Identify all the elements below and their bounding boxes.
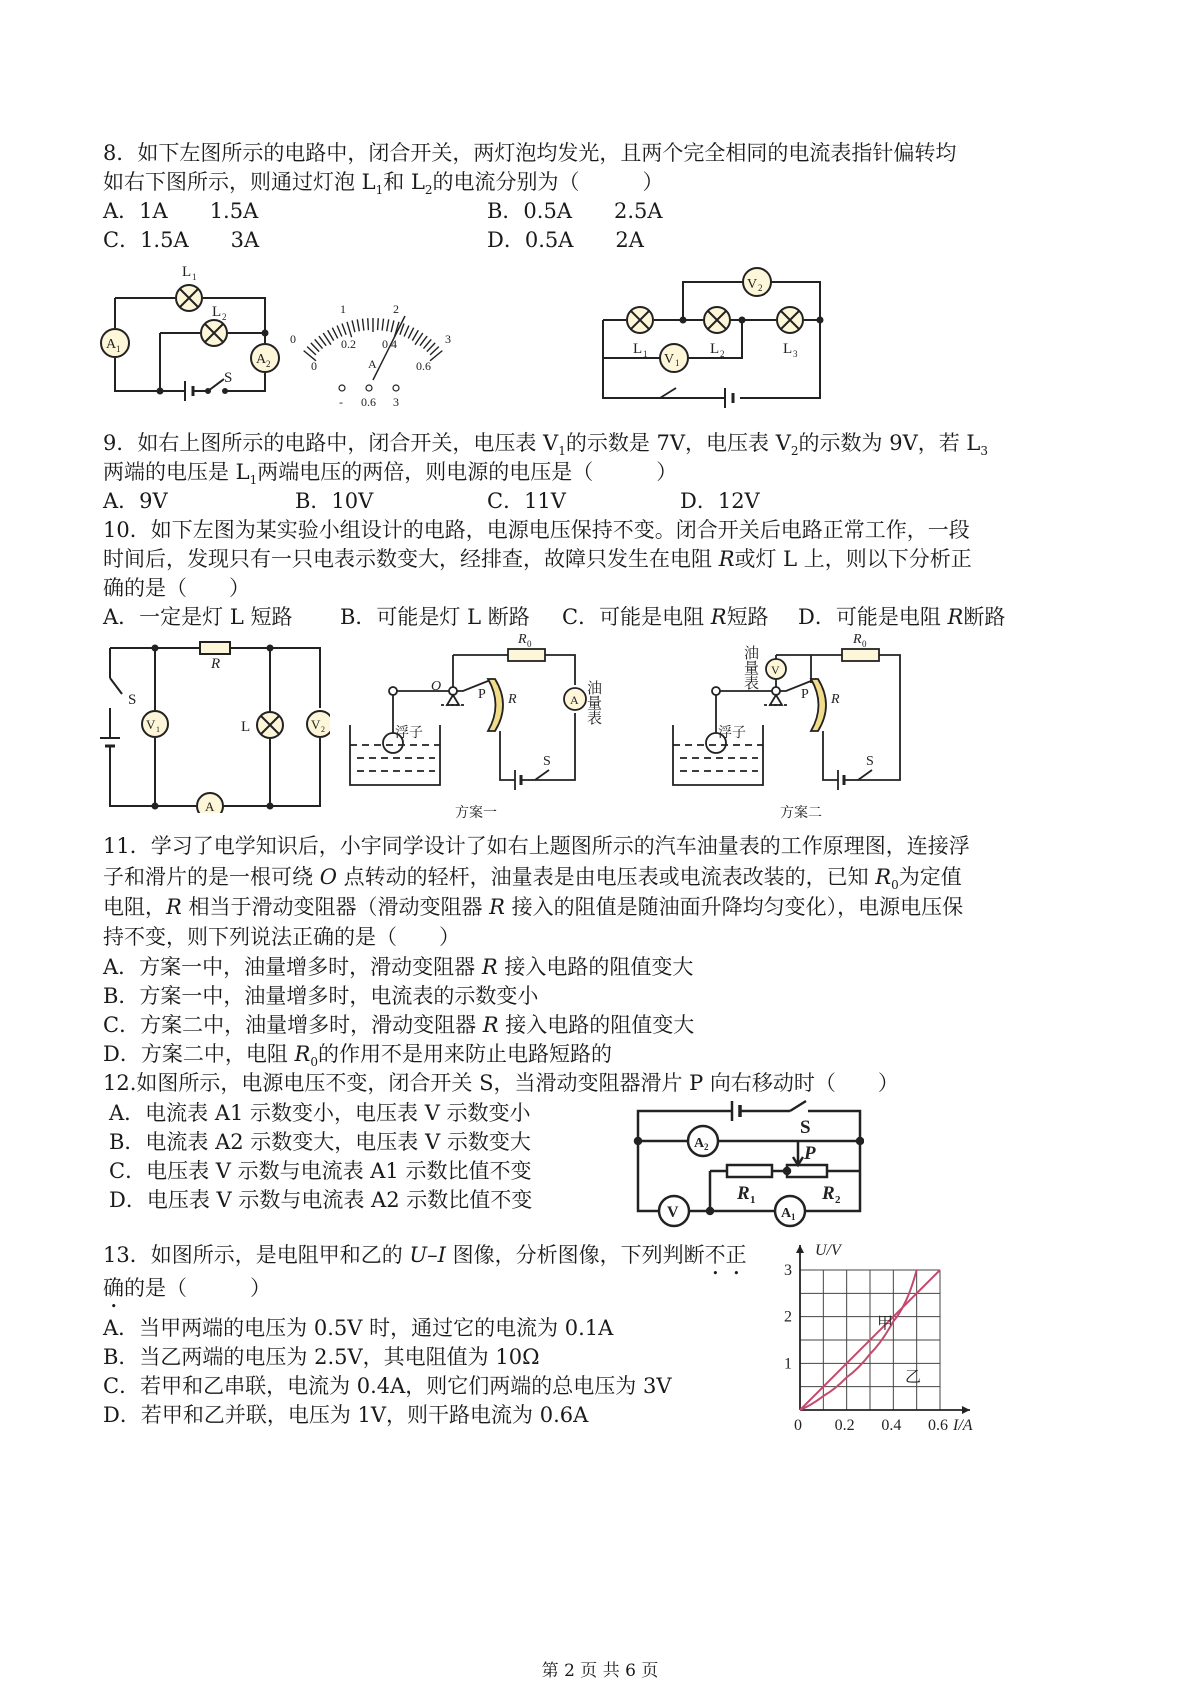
svg-text:L: L bbox=[783, 341, 793, 357]
dial-tick bbox=[430, 347, 439, 355]
svg-text:P: P bbox=[801, 687, 809, 702]
svg-text:L: L bbox=[241, 719, 251, 735]
svg-text:0.2: 0.2 bbox=[341, 337, 356, 351]
lamp-L1-icon bbox=[627, 307, 653, 333]
svg-text:1: 1 bbox=[156, 725, 160, 734]
q11-stem-line2: 子和滑片的是一根可绕 O 点转动的轻杆，油量表是由电压表或电流表改装的，已知 $R_0$为定值 bbox=[103, 865, 962, 893]
x-tick-label: 0.4 bbox=[881, 1417, 902, 1434]
q10-option-d: D．可能是电阻 R断路 bbox=[798, 605, 1006, 629]
dial-tick bbox=[362, 319, 363, 331]
q13-option-b: B．当乙两端的电压为 2.5V，其电阻值为 10Ω bbox=[103, 1345, 540, 1369]
svg-text:L: L bbox=[633, 341, 643, 357]
q12-option-b: B．电流表 A2 示数变大，电压表 V 示数变大 bbox=[109, 1130, 531, 1154]
svg-text:A: A bbox=[205, 799, 215, 813]
q13-stem-line1: 13．如图所示，是电阻甲和乙的 U–I 图像，分析图像，下列判断不正 bbox=[103, 1243, 747, 1267]
dial-tick bbox=[347, 322, 352, 337]
svg-text:方案一: 方案一 bbox=[455, 806, 497, 821]
q12-stem: 12.如图所示，电源电压不变，闭合开关 S，当滑动变阻器滑片 P 向右移动时（ ） bbox=[103, 1071, 899, 1095]
dial-tick bbox=[337, 325, 342, 336]
svg-text:L: L bbox=[212, 304, 222, 320]
dial-tick bbox=[319, 336, 326, 346]
dial-tick bbox=[408, 328, 413, 339]
svg-text:0.6: 0.6 bbox=[416, 359, 431, 373]
svg-text:R: R bbox=[508, 692, 517, 707]
q9-circuit-figure bbox=[600, 260, 828, 410]
q13-option-a: A．当甲两端的电压为 0.5V 时，通过它的电流为 0.1A bbox=[103, 1316, 614, 1340]
dial-tick bbox=[311, 343, 319, 352]
q12-option-c: C．电压表 V 示数与电流表 A1 示数比值不变 bbox=[109, 1159, 532, 1183]
svg-text:V: V bbox=[664, 352, 675, 367]
dial-tick bbox=[382, 319, 383, 331]
q11-stem-line4: 持不变，则下列说法正确的是（ ） bbox=[103, 925, 460, 949]
svg-text:0: 0 bbox=[862, 639, 867, 649]
dial-tick bbox=[423, 339, 431, 348]
page-footer: 第 2 页 共 6 页 bbox=[541, 1661, 659, 1681]
svg-text:1: 1 bbox=[750, 1194, 756, 1206]
lamp-L-icon bbox=[257, 712, 283, 738]
dial-tick bbox=[357, 319, 359, 331]
q9-option-b: B．10V bbox=[295, 489, 374, 513]
series-label-jia: 甲 bbox=[877, 1315, 894, 1333]
q13-option-c: C．若甲和乙串联，电流为 0.4A，则它们两端的总电压为 3V bbox=[103, 1374, 672, 1398]
svg-text:R: R bbox=[737, 1183, 750, 1204]
svg-text:2: 2 bbox=[266, 359, 271, 369]
svg-text:3: 3 bbox=[445, 332, 451, 346]
q8-stem-line2: 如右下图所示，则通过灯泡 $L_1$和 $L_2$的电流分别为（ ） bbox=[103, 170, 664, 198]
svg-text:R: R bbox=[831, 692, 840, 707]
dial-tick bbox=[427, 343, 435, 352]
svg-text:1: 1 bbox=[675, 358, 680, 368]
dial-tick bbox=[307, 347, 316, 355]
q11-option-a: A．方案一中，油量增多时，滑动变阻器 R 接入电路的阻值变大 bbox=[103, 955, 694, 979]
x-axis-arrow bbox=[962, 1406, 970, 1414]
svg-text:1: 1 bbox=[791, 1212, 796, 1222]
svg-text:A: A bbox=[781, 1206, 792, 1221]
dial-tick bbox=[328, 330, 334, 340]
dial-tick bbox=[352, 320, 355, 332]
svg-text:0: 0 bbox=[290, 332, 296, 346]
q10-stem-line3: 确的是（ ） bbox=[103, 576, 250, 600]
svg-text:S: S bbox=[866, 754, 874, 769]
q10-circuit-figure bbox=[100, 638, 330, 813]
svg-text:2: 2 bbox=[720, 349, 725, 359]
svg-text:3: 3 bbox=[393, 395, 399, 409]
svg-text:2: 2 bbox=[222, 312, 227, 322]
svg-text:V: V bbox=[667, 1204, 679, 1221]
svg-text:油量表: 油量表 bbox=[585, 680, 601, 725]
dial-tick bbox=[387, 319, 389, 331]
svg-text:浮子: 浮子 bbox=[395, 726, 423, 741]
svg-text:2: 2 bbox=[835, 1194, 841, 1206]
q10-option-a: A．一定是灯 L 短路 bbox=[103, 605, 293, 629]
q9-stem-line1: 9．如右上图所示的电路中，闭合开关，电压表 $V_1$的示数是 7V，电压表 $V_2$的示数为 9V，若 $L_3$ bbox=[103, 431, 988, 459]
dial-tick bbox=[342, 324, 346, 335]
svg-text:P: P bbox=[478, 687, 486, 702]
svg-text:1: 1 bbox=[340, 302, 346, 316]
q11-option-d: D．方案二中，电阻 $R_0$的作用不是用来防止电路短路的 bbox=[103, 1042, 612, 1070]
svg-text:A: A bbox=[256, 352, 267, 367]
q11-option-b: B．方案一中，油量增多时，电流表的示数变小 bbox=[103, 984, 539, 1008]
x-tick-label: 0.6 bbox=[928, 1417, 948, 1434]
y-axis-label: U/V bbox=[815, 1242, 841, 1259]
q12-option-d: D．电压表 V 示数与电流表 A2 示数比值不变 bbox=[109, 1188, 533, 1212]
svg-text:0.4: 0.4 bbox=[382, 337, 397, 351]
svg-text:R: R bbox=[822, 1183, 835, 1204]
svg-text:0: 0 bbox=[311, 359, 317, 373]
q8-option-d: D．0.5A 2A bbox=[487, 228, 644, 252]
svg-text:2: 2 bbox=[393, 302, 399, 316]
svg-text:V: V bbox=[747, 277, 758, 292]
dial-tick bbox=[378, 318, 379, 330]
q12-circuit-figure bbox=[632, 1093, 864, 1228]
q11-option-c: C．方案二中，油量增多时，滑动变阻器 R 接入电路的阻值变大 bbox=[103, 1013, 695, 1037]
ammeter-dial-figure bbox=[285, 298, 460, 413]
dial-tick bbox=[430, 351, 442, 361]
svg-text:S: S bbox=[800, 1117, 811, 1138]
dial-tick bbox=[391, 320, 394, 332]
svg-text:L: L bbox=[710, 341, 720, 357]
lamp-L1-icon bbox=[176, 285, 202, 311]
svg-text:2: 2 bbox=[321, 725, 325, 734]
q10-stem-line1: 10．如下左图为某实验小组设计的电路，电源电压保持不变。闭合开关后电路正常工作，一段 bbox=[103, 518, 970, 542]
dial-tick bbox=[332, 328, 337, 339]
svg-text:0.6: 0.6 bbox=[361, 395, 376, 409]
svg-text:S: S bbox=[543, 754, 551, 769]
lamp-L3-icon bbox=[777, 307, 803, 333]
dial-tick bbox=[412, 330, 418, 340]
q10-option-b: B．可能是灯 L 断路 bbox=[340, 605, 530, 629]
q8-option-a: A．1A 1.5A bbox=[103, 199, 259, 223]
q8-option-b: B．0.5A 2.5A bbox=[487, 199, 663, 223]
svg-text:浮子: 浮子 bbox=[718, 726, 746, 741]
y-tick-label: 2 bbox=[784, 1308, 792, 1326]
svg-text:1: 1 bbox=[116, 344, 121, 354]
svg-text:A: A bbox=[694, 1136, 705, 1151]
svg-text:S: S bbox=[128, 692, 137, 708]
svg-text:R: R bbox=[518, 632, 527, 647]
x-tick-label: 0.2 bbox=[834, 1417, 855, 1434]
x-axis-label: I/A bbox=[953, 1417, 973, 1434]
q8-stem-line1: 8．如下左图所示的电路中，闭合开关，两灯泡均发光，且两个完全相同的电流表指针偏转均 bbox=[103, 141, 957, 165]
y-tick-label: 1 bbox=[784, 1355, 792, 1373]
q9-stem-line2: 两端的电压是 $L_1$两端电压的两倍，则电源的电压是（ ） bbox=[103, 460, 678, 488]
svg-text:方案二: 方案二 bbox=[780, 806, 822, 821]
q10-stem-line2: 时间后，发现只有一只电表示数变大，经排查，故障只发生在电阻 R或灯 L 上，则以下分析正 bbox=[103, 547, 972, 571]
q11-stem-line1: 11．学习了电学知识后，小宇同学设计了如右上题图所示的汽车油量表的工作原理图，连接浮 bbox=[103, 834, 970, 858]
q9-option-d: D．12V bbox=[680, 489, 760, 513]
q9-option-a: A．9V bbox=[103, 489, 168, 513]
svg-text:2: 2 bbox=[704, 1142, 709, 1152]
svg-text:A: A bbox=[368, 357, 377, 371]
svg-text:V: V bbox=[146, 717, 156, 732]
q13-stem-line2: 确的是（ ） bbox=[103, 1276, 271, 1300]
dial-tick bbox=[368, 318, 369, 330]
svg-text:油量表: 油量表 bbox=[742, 645, 758, 690]
q8-option-c: C．1.5A 3A bbox=[103, 228, 260, 252]
dial-tick bbox=[420, 336, 427, 346]
q12-option-a: A．电流表 A1 示数变小，电压表 V 示数变小 bbox=[109, 1101, 531, 1125]
svg-text:P: P bbox=[804, 1143, 816, 1164]
q13-option-d: D．若甲和乙并联，电压为 1V，则干路电流为 0.6A bbox=[103, 1403, 589, 1427]
svg-text:R: R bbox=[853, 632, 862, 647]
svg-text:3: 3 bbox=[793, 349, 798, 359]
svg-text:1: 1 bbox=[643, 349, 648, 359]
svg-text:O: O bbox=[431, 679, 442, 694]
scheme-two-figure bbox=[668, 625, 908, 825]
dial-tick bbox=[315, 339, 323, 348]
svg-text:R: R bbox=[211, 656, 221, 672]
ui-graph-chart bbox=[770, 1240, 985, 1440]
svg-text:A: A bbox=[570, 693, 579, 707]
y-axis-arrow bbox=[796, 1245, 804, 1253]
svg-text:-: - bbox=[339, 395, 343, 409]
svg-text:V: V bbox=[311, 717, 321, 732]
q8-circuit-figure bbox=[100, 258, 290, 408]
q10-option-c: C．可能是电阻 R短路 bbox=[562, 605, 769, 629]
scheme-one-figure bbox=[345, 625, 620, 825]
svg-text:S: S bbox=[224, 370, 233, 386]
svg-text:1: 1 bbox=[192, 272, 197, 282]
svg-text:A: A bbox=[106, 337, 117, 352]
svg-text:V: V bbox=[771, 663, 780, 677]
series-label-yi: 乙 bbox=[905, 1369, 922, 1386]
lamp-L2-icon bbox=[704, 307, 730, 333]
y-tick-label: 3 bbox=[784, 1262, 792, 1279]
q11-stem-line3: 电阻，R 相当于滑动变阻器（滑动变阻器 R 接入的阻值是随油面升降均匀变化），电源电压保 bbox=[103, 895, 964, 919]
lamp-L2-icon bbox=[201, 320, 227, 346]
x-tick-label: 0 bbox=[794, 1417, 802, 1434]
q9-option-c: C．11V bbox=[487, 489, 566, 513]
svg-text:0: 0 bbox=[527, 639, 532, 649]
svg-text:L: L bbox=[182, 264, 192, 280]
svg-text:2: 2 bbox=[758, 283, 763, 293]
dial-tick bbox=[404, 325, 409, 336]
